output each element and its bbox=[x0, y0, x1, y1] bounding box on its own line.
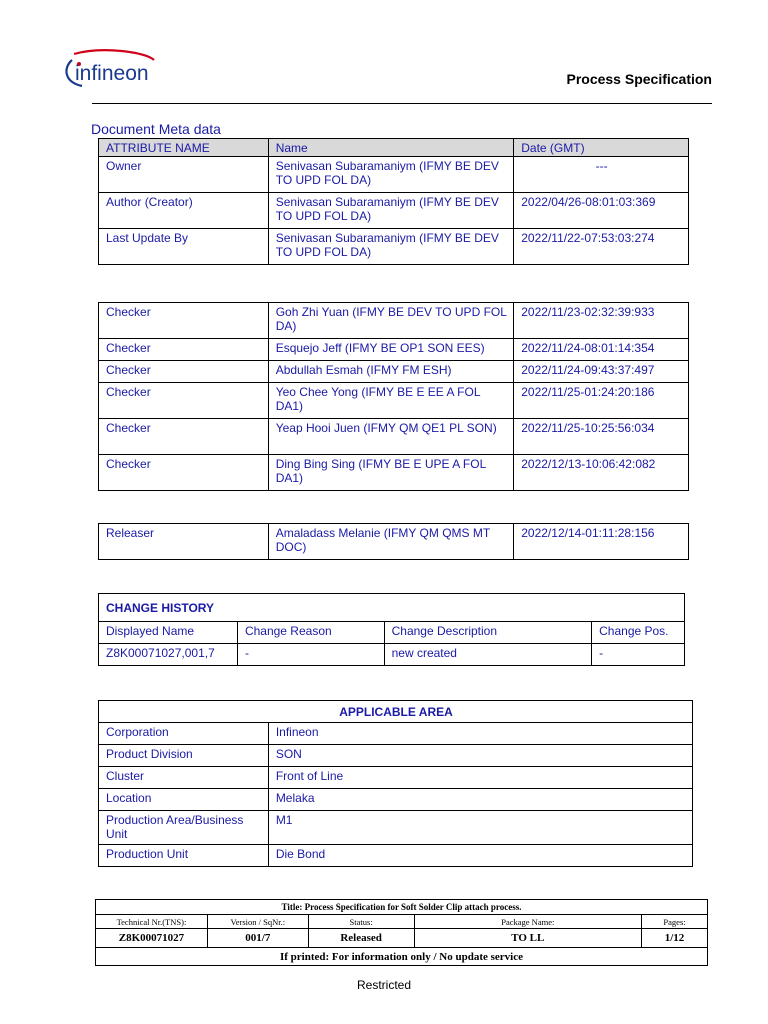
role-cell: Releaser bbox=[99, 524, 269, 560]
meta-header-row bbox=[99, 139, 689, 157]
logo-wordmark: infineon bbox=[75, 62, 149, 85]
area-value-cell: Front of Line bbox=[268, 767, 692, 789]
table-row bbox=[99, 339, 689, 361]
role-cell: Checker bbox=[99, 383, 269, 419]
displayed-name-cell: Z8K00071027,001,7 bbox=[99, 644, 238, 666]
footer-title: Title: Process Specification for Soft Solder Clip attach process. bbox=[96, 900, 708, 915]
table-row bbox=[99, 789, 693, 811]
date-cell: 2022/11/23-02:32:39:933 bbox=[514, 303, 689, 339]
print-notice: If printed: For information only / No update service bbox=[96, 948, 708, 966]
name-cell: Senivasan Subaramaniym (IFMY BE DEV TO UPD FOL DA) bbox=[268, 229, 514, 265]
table-row bbox=[99, 303, 689, 339]
area-value-cell: Die Bond bbox=[268, 845, 692, 867]
name-cell: Goh Zhi Yuan (IFMY BE DEV TO UPD FOL DA) bbox=[268, 303, 514, 339]
role-cell: Checker bbox=[99, 419, 269, 455]
table-row bbox=[99, 811, 693, 845]
column-header: Displayed Name bbox=[99, 622, 238, 644]
column-header: Change Pos. bbox=[592, 622, 685, 644]
table-row bbox=[99, 644, 685, 666]
name-cell: Yeo Chee Yong (IFMY BE E EE A FOL DA1) bbox=[268, 383, 514, 419]
column-header: Change Description bbox=[384, 622, 592, 644]
column-header: Date (GMT) bbox=[514, 139, 689, 157]
table-row bbox=[99, 767, 693, 789]
table-row bbox=[99, 229, 689, 265]
table-row bbox=[99, 745, 693, 767]
applicable-area-table bbox=[98, 700, 693, 867]
area-label-cell: Corporation bbox=[99, 723, 269, 745]
date-cell: 2022/11/25-10:25:56:034 bbox=[514, 419, 689, 455]
status-value: Released bbox=[308, 929, 414, 948]
name-cell: Amaladass Melanie (IFMY QM QMS MT DOC) bbox=[268, 524, 514, 560]
checkers-table bbox=[98, 302, 689, 491]
meta-data-table bbox=[98, 138, 689, 265]
change-description-cell: new created bbox=[384, 644, 592, 666]
history-header-row bbox=[99, 622, 685, 644]
area-label-cell: Location bbox=[99, 789, 269, 811]
infineon-logo bbox=[62, 48, 157, 90]
area-label-cell: Production Unit bbox=[99, 845, 269, 867]
table-row bbox=[99, 193, 689, 229]
table-row bbox=[99, 723, 693, 745]
column-header: Name bbox=[268, 139, 514, 157]
area-value-cell: M1 bbox=[268, 811, 692, 845]
area-label-cell: Product Division bbox=[99, 745, 269, 767]
role-cell: Checker bbox=[99, 361, 269, 383]
date-cell: --- bbox=[514, 157, 689, 193]
status-label: Status: bbox=[308, 915, 414, 929]
role-cell: Checker bbox=[99, 339, 269, 361]
pages-label: Pages: bbox=[642, 915, 708, 929]
date-cell: 2022/12/14-01:11:28:156 bbox=[514, 524, 689, 560]
name-cell: Abdullah Esmah (IFMY FM ESH) bbox=[268, 361, 514, 383]
tns-value: Z8K00071027 bbox=[96, 929, 208, 948]
date-cell: 2022/12/13-10:06:42:082 bbox=[514, 455, 689, 491]
table-row bbox=[99, 157, 689, 193]
column-header: ATTRIBUTE NAME bbox=[99, 139, 269, 157]
change-history-table bbox=[98, 593, 685, 666]
date-cell: 2022/11/24-08:01:14:354 bbox=[514, 339, 689, 361]
area-label-cell: Cluster bbox=[99, 767, 269, 789]
area-value-cell: Infineon bbox=[268, 723, 692, 745]
name-cell: Ding Bing Sing (IFMY BE E UPE A FOL DA1) bbox=[268, 455, 514, 491]
date-cell: 2022/11/22-07:53:03:274 bbox=[514, 229, 689, 265]
table-row bbox=[99, 361, 689, 383]
name-cell: Senivasan Subaramaniym (IFMY BE DEV TO UPD FOL DA) bbox=[268, 157, 514, 193]
role-cell: Checker bbox=[99, 455, 269, 491]
package-value: TO LL bbox=[414, 929, 642, 948]
pages-value: 1/12 bbox=[642, 929, 708, 948]
document-type-title: Process Specification bbox=[566, 71, 712, 87]
table-row bbox=[99, 419, 689, 455]
name-cell: Senivasan Subaramaniym (IFMY BE DEV TO UPD FOL DA) bbox=[268, 193, 514, 229]
change-history-title: CHANGE HISTORY bbox=[99, 594, 685, 622]
change-reason-cell: - bbox=[237, 644, 384, 666]
version-label: Version / SqNr.: bbox=[207, 915, 308, 929]
tns-label: Technical Nr.(TNS): bbox=[96, 915, 208, 929]
table-row bbox=[99, 845, 693, 867]
date-cell: 2022/11/25-01:24:20:186 bbox=[514, 383, 689, 419]
releaser-table bbox=[98, 523, 689, 560]
applicable-area-title: APPLICABLE AREA bbox=[99, 701, 693, 723]
area-label-cell: Production Area/Business Unit bbox=[99, 811, 269, 845]
date-cell: 2022/04/26-08:01:03:369 bbox=[514, 193, 689, 229]
column-header: Change Reason bbox=[237, 622, 384, 644]
area-value-cell: Melaka bbox=[268, 789, 692, 811]
change-pos-cell: - bbox=[592, 644, 685, 666]
table-row bbox=[99, 524, 689, 560]
version-value: 001/7 bbox=[207, 929, 308, 948]
document-footer-table bbox=[95, 899, 708, 966]
attribute-cell: Owner bbox=[99, 157, 269, 193]
section-title-row bbox=[99, 594, 685, 622]
section-title-row bbox=[99, 701, 693, 723]
name-cell: Yeap Hooi Juen (IFMY QM QE1 PL SON) bbox=[268, 419, 514, 455]
table-row bbox=[99, 383, 689, 419]
attribute-cell: Last Update By bbox=[99, 229, 269, 265]
table-row bbox=[99, 455, 689, 491]
package-label: Package Name: bbox=[414, 915, 642, 929]
meta-data-heading: Document Meta data bbox=[91, 121, 221, 137]
attribute-cell: Author (Creator) bbox=[99, 193, 269, 229]
role-cell: Checker bbox=[99, 303, 269, 339]
classification-label: Restricted bbox=[356, 978, 412, 992]
name-cell: Esquejo Jeff (IFMY BE OP1 SON EES) bbox=[268, 339, 514, 361]
header-divider bbox=[92, 103, 712, 104]
area-value-cell: SON bbox=[268, 745, 692, 767]
date-cell: 2022/11/24-09:43:37:497 bbox=[514, 361, 689, 383]
